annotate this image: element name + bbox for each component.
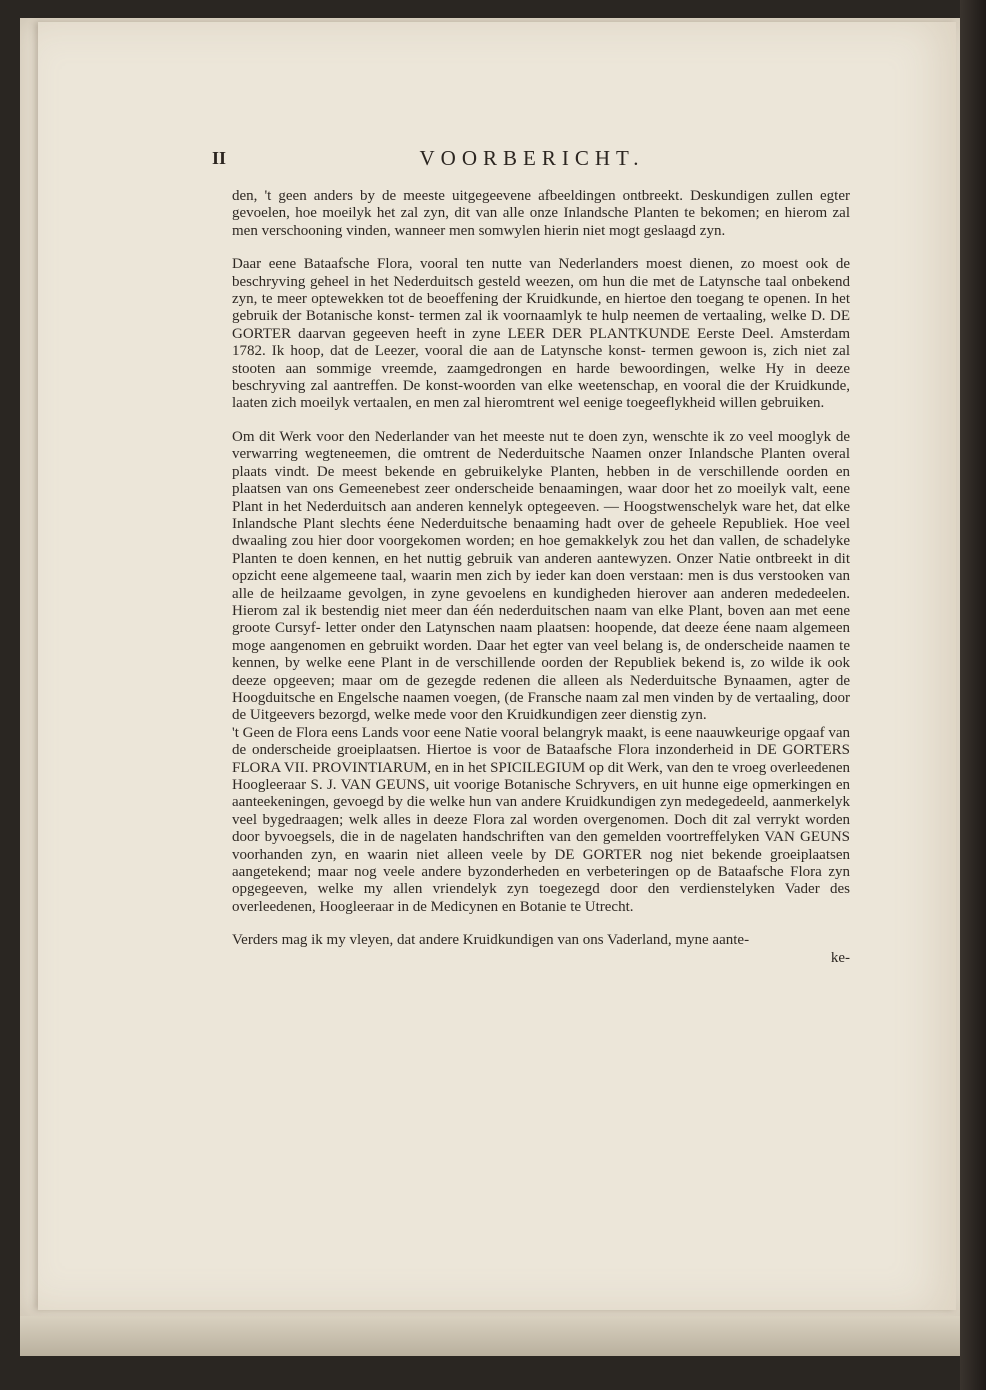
book-spine: [960, 0, 986, 1390]
page-number: II: [212, 148, 227, 168]
running-title: VOORBERICHT.: [419, 146, 645, 170]
body-text: [232, 188, 850, 967]
paragraph-continuation: den, 't geen anders by de meeste uitgegeevene afbeeldingen ontbreekt. Deskundigen zullen egter gevoelen, hoe moeilyk het zal zyn, dit van alle onze Inlandsche Planten te bekomen; en hierom zal men verschooning vinden, wanneer men somwylen hierin niet mogt geslaagd zyn.: [232, 188, 850, 239]
paragraph-groeiplaatsen: 't Geen de Flora eens Lands voor eene Natie vooral belangryk maakt, is eene naauwkeurige opgaaf van de onderscheide groeiplaatsen. Hiertoe is voor de Bataafsche Flora inzonderheid in DE GORTERS FLORA VII. PROVINTIARUM, en in het SPICILEGIUM op dit Werk, van den te vroeg overleedenen Hoogleeraar S. J. VAN GEUNS, uit voorige Botanische Schryvers, en uit hunne eige opmerkingen en aanteekeningen, gevoegd by die welke hun van andere Kruidkundigen zyn medegedeeld, aanmerkelyk veel bygedraagen; welk alles in deeze Flora zal worden overgenomen. Doch dit zal verrykt worden door byvoegsels, die in de nagelaten handschriften van den gemelden voortreffelyken VAN GEUNS voorhanden zyn, en waarin niet alleen veele by DE GORTER nog niet bekende groeiplaatsen aangetekend; maar nog veele andere byzonderheden en verbeteringen op de Bataafsche Flora zyn opgegeeven, welke my allen vriendelyk zyn toegezegd door den verdienstelyken Vader des overleedenen, Hoogleeraar in de Medicynen en Botanie te Utrecht.: [232, 724, 850, 915]
paragraph-nederduitsche-naamen: Om dit Werk voor den Nederlander van het meeste nut te doen zyn, wenschte ik zo veel mooglyk de verwarring wegteneemen, die omtrent de Nederduitsche Naamen onzer Inlandsche Planten overal plaats vindt. De meest bekende en gebruikelyke Planten, hebben in de verschillende oorden en plaatsen van ons Gemeenebest zeer onderscheide benaamingen, waar door het zo moeilyk valt, eene Plant in het Nederduitsch aan anderen kennelyk optegeeven. — Hoogstwenschelyk ware het, dat elke Inlandsche Plant slechts éene Nederduitsche benaaming hadt over de geheele Republiek. Hoe veel dwaaling zou hier door voorgekomen worden; en hoe gemakkelyk zou het dan vallen, de schadelyke Planten te doen kennen, en het nuttig gebruik van anderen aantewyzen. Onzer Natie ontbreekt in dit opzicht eene algemeene taal, waarin men zich by ieder kan doen verstaan: men is dus verstooken van alle de heilzaame gevolgen, in zyne gevoelens en kundigheden hierover aan anderen mededeelen. Hierom zal ik bestendig niet meer dan één nederduitschen naam van elke Plant, boven aan met eene groote Cursyf- letter onder den Latynschen naam plaatsen: hoopende, dat deeze éene naam algemeen moge aangenomen en gebruikt worden. Daar het egter van veel belang is, de onderscheide naamen te kennen, by welke eene Plant in de verschillende oorden der Republiek bekend is, zo wilde ik ook deeze opgeeven; maar om de gezegde redenen die alleen als Nederduitsche Bynaamen, agter de Hoogduitsche en Engelsche naamen voegen, (de Fransche naam zal men vinden by de vertaaling, door de Uitgeevers bezorgd, welke mede voor den Kruidkundigen zeer dienstig zyn.: [232, 428, 850, 724]
catchword: ke-: [830, 949, 850, 966]
paragraph-bataafsche-flora: Daar eene Bataafsche Flora, vooral ten nutte van Nederlanders moest dienen, zo moest ook de beschryving geheel in het Nederduitsch gesteld weezen, om hun die met de Latynsche taal onbekend zyn, te meer optewekken tot de beoeffening der Kruidkunde, en hiertoe den toegang te openen. In het gebruik der Botanische konst- termen zal ik voornaamlyk te hulp neemen de vertaaling, welke D. DE GORTER daarvan gegeeven heeft in zyne LEER DER PLANTKUNDE Eerste Deel. Amsterdam 1782. Ik hoop, dat de Leezer, vooral die aan de Latynsche konst- termen gewoon is, zich niet zal stooten aan sommige vreemde, zaamgedrongen en harde bewoordingen, welke Hy in deeze beschryving zal aantreffen. De konst-woorden van elke weetenschap, en vooral die der Kruidkunde, laaten zich moeilyk vertaalen, en men zal hieromtrent wel eenige toegeeflykheid willen gebruiken.: [232, 256, 850, 412]
paragraph-verders: Verders mag ik my vleyen, dat andere Kruidkundigen van ons Vaderland, myne aante-: [232, 932, 750, 949]
page-header: [212, 146, 852, 174]
page-edges: [20, 1316, 966, 1356]
